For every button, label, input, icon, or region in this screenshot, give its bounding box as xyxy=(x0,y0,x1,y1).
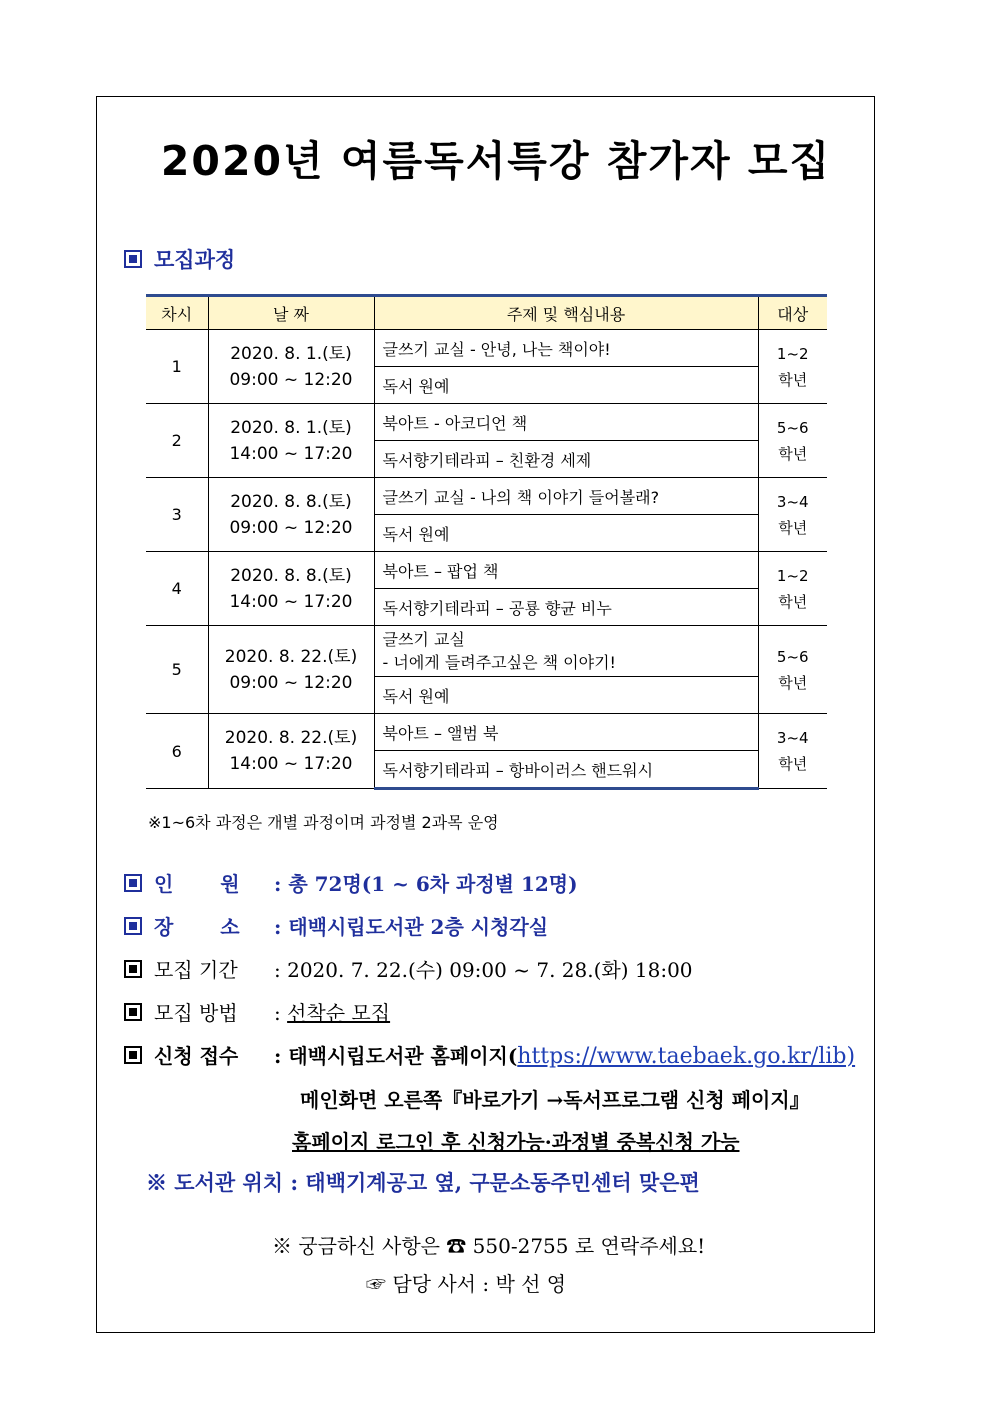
session-number: 3 xyxy=(146,478,208,552)
session-date: 2020. 8. 8.(토) 09:00 ~ 12:20 xyxy=(208,478,374,552)
contact-line xyxy=(272,1230,705,1259)
session-topic: 북아트 – 앨범 북 xyxy=(374,714,758,751)
session-target: 3~4 학년 xyxy=(758,478,827,552)
table-row xyxy=(146,714,827,751)
info-label: 모집 방법 xyxy=(154,1001,238,1025)
apply-detail: 메인화면 오른쪽『바로가기 →독서프로그램 신청 페이지』 xyxy=(300,1088,810,1112)
header-cell: 차시 xyxy=(146,296,208,330)
info-value: : 2020. 7. 22.(수) 09:00 ~ 7. 28.(화) 18:00 xyxy=(274,958,693,982)
session-number: 1 xyxy=(146,330,208,404)
table-row xyxy=(146,330,827,367)
apply-note: 홈페이지 로그인 후 신청가능·과정별 중복신청 가능 xyxy=(292,1130,740,1154)
square-bullet-icon xyxy=(124,960,142,978)
session-number: 2 xyxy=(146,404,208,478)
table-row xyxy=(146,478,827,515)
square-bullet-icon xyxy=(124,250,142,268)
session-topic: 글쓰기 교실 - 나의 책 이야기 들어볼래? xyxy=(374,478,758,515)
square-bullet-icon xyxy=(124,874,142,892)
square-bullet-icon xyxy=(124,1046,142,1064)
session-number: 6 xyxy=(146,714,208,789)
session-date: 2020. 8. 8.(토) 14:00 ~ 17:20 xyxy=(208,552,374,626)
session-date: 2020. 8. 1.(토) 09:00 ~ 12:20 xyxy=(208,330,374,404)
info-label: 인 원 xyxy=(154,872,240,896)
session-target: 5~6 학년 xyxy=(758,626,827,714)
info-value: : 태백시립도서관 2층 시청각실 xyxy=(274,915,549,939)
manager-line: ☞ 담당 사서 : 박 선 영 xyxy=(366,1272,567,1296)
session-target: 1~2 학년 xyxy=(758,330,827,404)
session-target: 1~2 학년 xyxy=(758,552,827,626)
info-value: : 총 72명(1 ~ 6차 과정별 12명) xyxy=(274,872,578,896)
phone-number: 550-2755 xyxy=(472,1234,569,1258)
session-topic: 독서 원예 xyxy=(374,677,758,714)
info-apply xyxy=(124,1040,855,1069)
square-bullet-icon xyxy=(124,1003,142,1021)
info-sep: : xyxy=(274,1001,288,1025)
session-topic: 독서향기테라피 – 공룡 향균 비누 xyxy=(374,589,758,626)
info-value: : 태백시립도서관 홈페이지( xyxy=(274,1044,518,1068)
session-target: 3~4 학년 xyxy=(758,714,827,789)
info-people xyxy=(124,868,578,897)
info-label: 장 소 xyxy=(154,915,240,939)
homepage-link[interactable]: https://www.taebaek.go.kr/lib) xyxy=(517,1044,856,1069)
square-bullet-icon xyxy=(124,917,142,935)
session-number: 4 xyxy=(146,552,208,626)
header-cell: 대상 xyxy=(758,296,827,330)
session-topic: 북아트 – 팝업 책 xyxy=(374,552,758,589)
session-date: 2020. 8. 22.(토) 09:00 ~ 12:20 xyxy=(208,626,374,714)
section-heading xyxy=(124,244,235,274)
info-place xyxy=(124,911,548,940)
info-period xyxy=(124,954,693,983)
session-topic: 글쓰기 교실 - 안녕, 나는 책이야! xyxy=(374,330,758,367)
session-topic: 북아트 - 아코디언 책 xyxy=(374,404,758,441)
section-label: 모집과정 xyxy=(154,247,236,272)
table-row xyxy=(146,552,827,589)
info-method xyxy=(124,997,390,1026)
info-value: 선착순 모집 xyxy=(287,1001,391,1025)
session-date: 2020. 8. 1.(토) 14:00 ~ 17:20 xyxy=(208,404,374,478)
session-topic: 독서 원예 xyxy=(374,515,758,552)
contact-prefix: ※ 궁금하신 사항은 ☎ xyxy=(272,1234,473,1258)
library-location: ※ 도서관 위치 : 태백기계공고 옆, 구문소동주민센터 맞은편 xyxy=(146,1170,700,1195)
header-cell: 날 짜 xyxy=(208,296,374,330)
table-note: ※1~6차 과정은 개별 과정이며 과정별 2과목 운영 xyxy=(148,813,499,832)
info-label: 모집 기간 xyxy=(154,958,238,982)
header-cell: 주제 및 핵심내용 xyxy=(374,296,758,330)
session-date: 2020. 8. 22.(토) 14:00 ~ 17:20 xyxy=(208,714,374,789)
session-topic: 독서 원예 xyxy=(374,367,758,404)
session-topic: 독서향기테라피 – 친환경 세제 xyxy=(374,441,758,478)
table-row xyxy=(146,626,827,677)
table-header-row xyxy=(146,296,827,330)
session-topic: 독서향기테라피 – 항바이러스 핸드워시 xyxy=(374,751,758,789)
contact-suffix: 로 연락주세요! xyxy=(568,1234,706,1258)
session-target: 5~6 학년 xyxy=(758,404,827,478)
page-title: 2020년 여름독서특강 참가자 모집 xyxy=(160,137,832,185)
schedule-table xyxy=(146,294,827,790)
table-row xyxy=(146,404,827,441)
session-number: 5 xyxy=(146,626,208,714)
session-topic: 글쓰기 교실 - 너에게 들려주고싶은 책 이야기! xyxy=(374,626,758,677)
info-label: 신청 접수 xyxy=(154,1044,239,1068)
